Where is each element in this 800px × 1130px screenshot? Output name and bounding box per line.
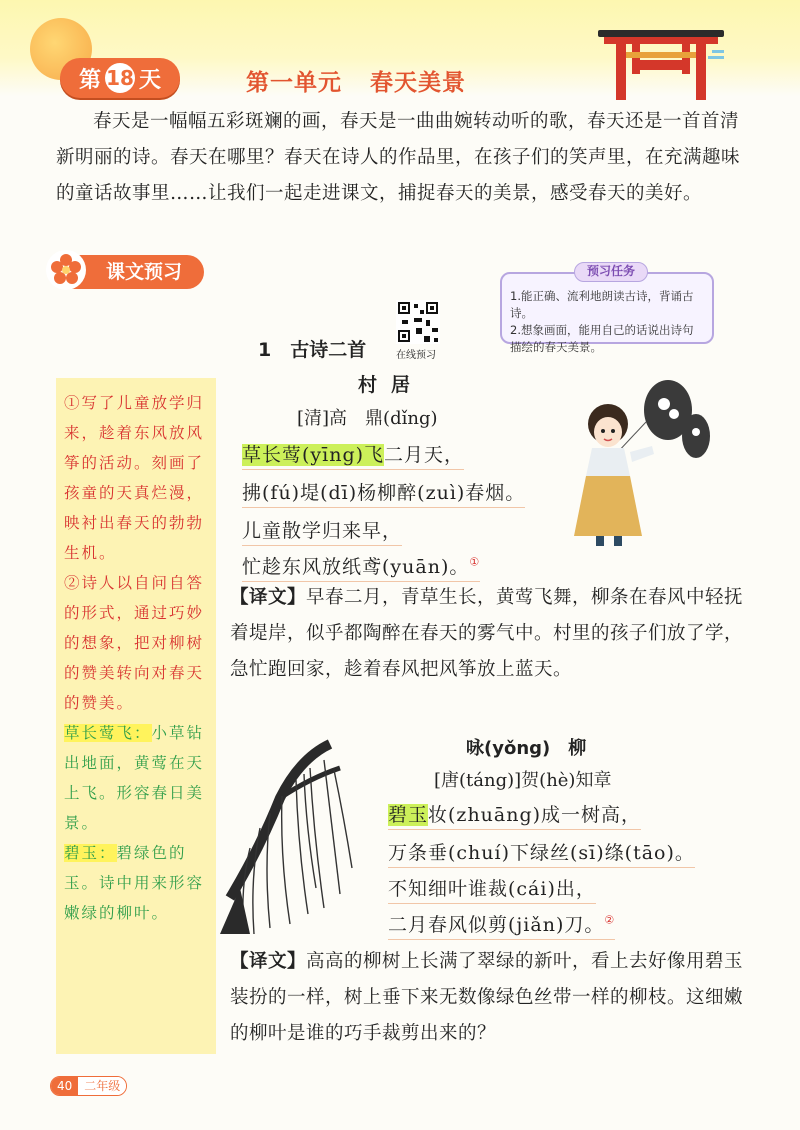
highlighted-phrase: 草长莺(yīng)飞 — [242, 444, 385, 466]
qr-code-icon[interactable] — [396, 300, 440, 344]
poem2-title: 咏(yǒng) 柳 — [466, 738, 587, 759]
note-1: ①写了儿童放学归来，趁着东风放风筝的活动。刻画了孩童的天真烂漫，映衬出春天的勃勃生机。 — [64, 394, 205, 562]
task-title: 预习任务 — [574, 262, 648, 282]
poem1-title: 村居 — [358, 374, 425, 396]
side-notes — [56, 378, 216, 1054]
plum-blossom-icon — [44, 248, 88, 292]
poem1-author: [清]高 鼎(dǐng) — [297, 408, 438, 429]
note-2: ②诗人以自问自答的形式，通过巧妙的想象，把对柳树的赞美转向对春天的赞美。 — [64, 574, 205, 712]
translation-text: 高高的柳树上长满了翠绿的新叶，看上去好像用碧玉装扮的一样，树上垂下来无数像绿色丝带一样的柳枝。这细嫩的柳叶是谁的巧手裁剪出来的？ — [230, 951, 744, 1044]
translation-2 — [230, 944, 750, 1052]
line-text: 忙趁东风放纸鸢(yuān)。 — [242, 556, 470, 578]
word-note-1 — [64, 718, 208, 838]
word-definition: 小草钻出地面，黄莺在天上飞。形容春日美景。 — [64, 724, 205, 832]
preview-section-label: 课文预习 — [50, 255, 204, 289]
line-text: 二月春风似剪(jiǎn)刀。 — [388, 914, 605, 936]
footnote-marker: ② — [604, 913, 616, 927]
day-prefix: 第 — [78, 67, 101, 93]
word-definition: 碧绿色的玉。诗中用来形容嫩绿的柳叶。 — [64, 844, 205, 922]
willow-tree-illustration — [220, 738, 360, 934]
unit-name: 第一单元 — [246, 70, 342, 96]
word-note-2 — [64, 838, 208, 928]
lesson-title: 1 古诗二首 — [258, 339, 367, 361]
poem1-line-1 — [242, 440, 464, 470]
task-item: 1.能正确、流利地朗读古诗，背诵古诗。 — [510, 289, 694, 320]
unit-theme: 春天美景 — [370, 70, 466, 96]
poem2-line-3: 不知细叶谁裁(cái)出， — [388, 874, 596, 904]
poem2-author: [唐(táng)]贺(hè)知章 — [434, 770, 612, 791]
poem2-line-1 — [388, 800, 641, 830]
translation-tag: 【译文】 — [230, 587, 307, 608]
day-number: 18 — [105, 63, 135, 93]
poem2-line-2: 万条垂(chuí)下绿丝(sī)绦(tāo)。 — [388, 838, 695, 868]
line-text: 妆(zhuāng)成一树高， — [428, 804, 642, 826]
qr-label: 在线预习 — [396, 350, 436, 361]
day-suffix: 天 — [139, 67, 162, 93]
intro-paragraph: 春天是一幅幅五彩斑斓的画，春天是一曲曲婉转动听的歌，春天还是一首首清新明丽的诗。春天在哪里？春天在诗人的作品里，在孩子们的笑声里，在充满趣味的童话故事里……让我们一起走进课文，捕捉春天的美景，感受春天的美好。 — [56, 111, 741, 204]
word-term: 草长莺飞： — [64, 724, 152, 742]
page-number: 40 — [51, 1077, 78, 1095]
translation-tag: 【译文】 — [230, 951, 307, 972]
footnote-marker: ① — [469, 555, 481, 569]
poem1-line-4 — [242, 552, 480, 582]
highlighted-phrase: 碧玉 — [388, 804, 429, 826]
preview-task-box — [500, 272, 714, 354]
day-badge — [60, 58, 180, 98]
word-term: 碧玉： — [64, 844, 117, 862]
paifang-gate-illustration — [596, 20, 726, 100]
translation-1 — [230, 580, 750, 688]
poem2-line-4 — [388, 910, 615, 940]
page-number-badge — [50, 1076, 127, 1096]
girl-flying-kite-illustration — [556, 376, 716, 552]
grade-label: 二年级 — [78, 1077, 126, 1095]
unit-title — [246, 64, 466, 97]
poem1-line-3: 儿童散学归来早， — [242, 516, 402, 546]
poem1-line-2: 拂(fú)堤(dī)杨柳醉(zuì)春烟。 — [242, 478, 525, 508]
line-text: 二月天， — [384, 444, 465, 466]
translation-text: 早春二月，青草生长，黄莺飞舞，柳条在春风中轻抚着堤岸，似乎都陶醉在春天的雾气中。村里的孩子们放了学，急忙跑回家，趁着春风把风筝放上蓝天。 — [230, 587, 744, 680]
task-item: 2.想象画面，能用自己的话说出诗句描绘的春天美景。 — [510, 323, 694, 354]
